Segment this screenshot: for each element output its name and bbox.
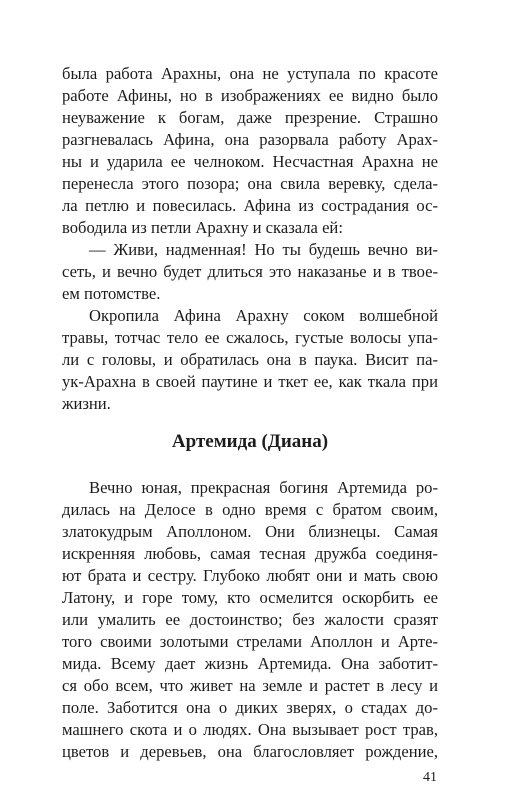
text-line: ют брата и сестру. Глубоко любят они и мать свою xyxy=(62,566,438,585)
text-line: искренняя любовь, самая тесная дружба соединя- xyxy=(62,544,438,563)
section-heading: Артемида (Диана) xyxy=(171,431,329,452)
text-line: машнего скота и о людях. Она вызывает рост трав, xyxy=(62,720,438,739)
text-line: вободила из петли Арахну и сказала ей: xyxy=(62,218,343,237)
text-line: Вечно юная, прекрасная богиня Артемида ро- xyxy=(89,478,438,497)
text-line: мида. Всему дает жизнь Артемида. Она заботит- xyxy=(62,654,438,673)
text-line: неуважение к богам, даже презрение. Страшно xyxy=(62,108,438,127)
text-line: — Живи, надменная! Но ты будешь вечно ви- xyxy=(89,240,438,259)
text-line: жизни. xyxy=(62,394,111,413)
text-line: ли с головы, и обратилась она в паука. Висит па- xyxy=(62,350,438,369)
text-line: златокудрым Аполлоном. Они близнецы. Самая xyxy=(62,522,438,541)
text-line: перенесла этого позора; она свила веревку, сдела- xyxy=(62,174,438,193)
text-line: травы, тотчас тело ее сжалось, густые волосы упа- xyxy=(62,328,438,347)
text-line: ны и ударила ее челноком. Несчастная Арахна не xyxy=(62,152,438,171)
text-line: дилась на Делосе в одно время с братом своим, xyxy=(62,500,438,519)
text-line: ем потомстве. xyxy=(62,284,161,303)
text-line: ся обо всем, что живет на земле и растет в лесу и xyxy=(62,676,438,695)
text-line: сеть, и вечно будет длиться это наказанье и в твое- xyxy=(62,262,438,281)
text-line: поле. Заботится она о диких зверях, о стадах до- xyxy=(62,698,438,717)
text-line: работе Афины, но в изображениях ее видно было xyxy=(62,86,438,105)
text-line: ук-Арахна в своей паутине и ткет ее, как ткала при xyxy=(62,372,438,391)
text-line: была работа Арахны, она не уступала по красоте xyxy=(62,64,438,83)
text-line: или умалить ее достоинство; без жалости сразят xyxy=(62,610,438,629)
text-line: Латону, и горе тому, кто осмелится оскорбить ее xyxy=(62,588,438,607)
text-line: того своими золотыми стрелами Аполлон и Арте- xyxy=(62,632,438,651)
text-line: ла петлю и повесилась. Афина из сострадания ос- xyxy=(62,196,438,215)
text-line: разгневалась Афина, она разорвала работу Арах- xyxy=(62,130,438,149)
page-number: 41 xyxy=(423,770,437,785)
text-line: цветов и деревьев, она благословляет рождение, xyxy=(62,742,438,761)
text-line: Окропила Афина Арахну соком волшебной xyxy=(89,306,438,325)
